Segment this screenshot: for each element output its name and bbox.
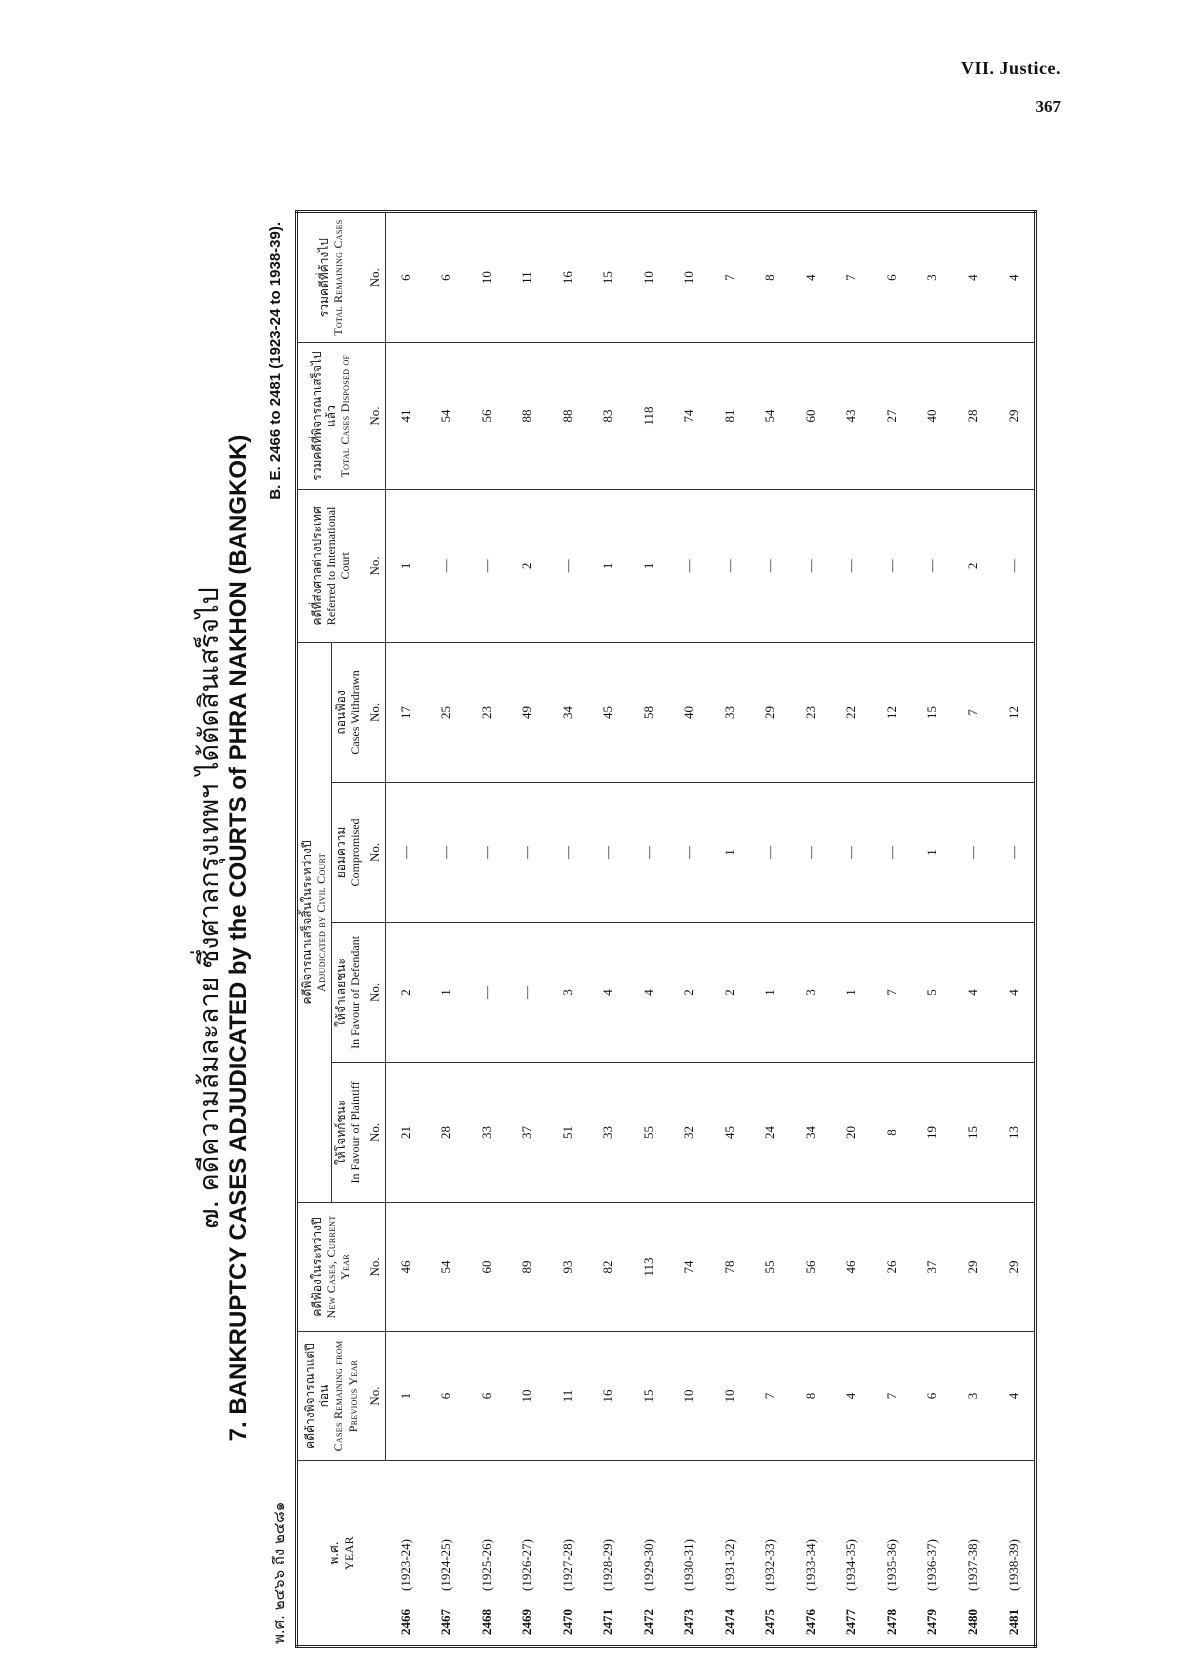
year-be: 2470 [559,1609,575,1635]
year-be: 2468 [478,1609,494,1635]
cell-new: 60 [467,1202,508,1331]
cell-defendant: 2 [710,922,751,1062]
cell-plaintiff: 51 [548,1062,589,1202]
page-number: 367 [1035,97,1061,116]
cell-withdrawn: 25 [426,642,467,782]
table-row [912,212,953,1647]
cell-compromised: — [669,782,710,922]
cell-plaintiff: 34 [791,1062,832,1202]
cell-remaining: 7 [831,212,872,343]
table-row [426,212,467,1647]
cell-compromised: — [791,782,832,922]
cell-referred: 1 [385,489,426,642]
section-title: VII. Justice. [961,58,1061,78]
year-be: 2476 [802,1609,818,1635]
cell-plaintiff: 33 [588,1062,629,1202]
cell-defendant: 4 [953,922,994,1062]
year-ce: (1926-27) [519,1539,535,1591]
year-ce: (1931-32) [721,1539,737,1591]
cell-prev: 8 [791,1332,832,1461]
cell-referred: 2 [953,489,994,642]
table-row [548,212,589,1647]
cell-new: 29 [953,1202,994,1331]
cell-remaining: 10 [467,212,508,343]
cell-prev: 10 [507,1332,548,1461]
year-ce: (1936-37) [924,1539,940,1591]
year-be: 2479 [924,1609,940,1635]
cell-prev: 1 [385,1332,426,1461]
cell-withdrawn: 58 [629,642,670,782]
cell-disposed: 29 [993,343,1035,490]
cell-remaining: 3 [912,212,953,343]
table-row [507,212,548,1647]
year-be: 2480 [964,1609,980,1635]
cell-new: 55 [750,1202,791,1331]
cell-plaintiff: 32 [669,1062,710,1202]
cell-disposed: 83 [588,343,629,490]
cell-defendant: 7 [872,922,913,1062]
cell-disposed: 74 [669,343,710,490]
cell-disposed: 118 [629,343,670,490]
cell-referred: — [912,489,953,642]
cell-remaining: 6 [385,212,426,343]
cell-plaintiff: 45 [710,1062,751,1202]
cell-plaintiff: 19 [912,1062,953,1202]
cell-compromised: — [385,782,426,922]
cell-remaining: 4 [791,212,832,343]
table-row [953,212,994,1647]
cell-defendant: 1 [831,922,872,1062]
no-label: No. [365,1332,386,1461]
cell-prev: 4 [993,1332,1035,1461]
year-ce: (1930-31) [681,1539,697,1591]
year-ce: (1933-34) [802,1539,818,1591]
year-cell [912,1461,953,1647]
cell-compromised: — [993,782,1035,922]
cell-new: 93 [548,1202,589,1331]
year-be: 2474 [721,1609,737,1635]
year-ce: (1924-25) [438,1539,454,1591]
rotated-table-page [185,200,1045,1658]
cell-defendant: 3 [791,922,832,1062]
cell-remaining: 16 [548,212,589,343]
cell-prev: 10 [710,1332,751,1461]
cell-withdrawn: 22 [831,642,872,782]
cell-remaining: 4 [953,212,994,343]
table-body [385,212,1035,1647]
table-title-english: 7. BANKRUPTCY CASES ADJUDICATED by the COURTS of PHRA NAKHON (BANGKOK) [225,434,252,1442]
cell-defendant: — [467,922,508,1062]
cell-referred: — [993,489,1035,642]
cell-prev: 11 [548,1332,589,1461]
cell-defendant: 2 [385,922,426,1062]
table-row [385,212,426,1647]
cell-referred: 1 [588,489,629,642]
year-be: 2472 [640,1609,656,1635]
cell-plaintiff: 21 [385,1062,426,1202]
cell-defendant: 4 [629,922,670,1062]
cell-remaining: 10 [629,212,670,343]
cell-prev: 3 [953,1332,994,1461]
year-cell [588,1461,629,1647]
table-title-thai: ๗. คดีความล้มละลาย ซึ่งศาลกรุงเทพฯ ได้ตัดสินเสร็จไป [194,587,225,1229]
year-be: 2471 [600,1609,616,1635]
no-label: No. [365,489,386,642]
cell-defendant: 5 [912,922,953,1062]
cell-remaining: 8 [750,212,791,343]
cell-defendant: 2 [669,922,710,1062]
year-ce: (1927-28) [559,1539,575,1591]
cell-withdrawn: 23 [791,642,832,782]
cell-withdrawn: 17 [385,642,426,782]
header-plaintiff: ให้โจทก์ชนะ In Favour of Plaintiff [331,1062,364,1202]
cell-defendant: 1 [750,922,791,1062]
header-remaining-previous: คดีค้างพิจารณาแต่ปีก่อน Cases Remaining from Previous Year [297,1332,365,1461]
cell-plaintiff: 33 [467,1062,508,1202]
cell-referred: — [710,489,751,642]
cell-prev: 7 [750,1332,791,1461]
year-cell [993,1461,1035,1647]
cell-remaining: 6 [426,212,467,343]
year-be: 2477 [843,1609,859,1635]
cell-referred: — [831,489,872,642]
period-thai: พ.ศ. ๒๔๖๖ ถึง ๒๔๘๑ [270,1501,288,1644]
table-row [467,212,508,1647]
cell-prev: 6 [912,1332,953,1461]
cell-defendant: 4 [588,922,629,1062]
cell-new: 56 [791,1202,832,1331]
cell-compromised: — [629,782,670,922]
year-cell [750,1461,791,1647]
cell-new: 74 [669,1202,710,1331]
cell-withdrawn: 33 [710,642,751,782]
year-be: 2466 [397,1609,413,1635]
table-row [791,212,832,1647]
year-ce: (1929-30) [640,1539,656,1591]
cell-defendant: 4 [993,922,1035,1062]
cell-referred: — [872,489,913,642]
cell-prev: 7 [872,1332,913,1461]
cell-withdrawn: 40 [669,642,710,782]
cell-disposed: 54 [750,343,791,490]
cell-referred: 1 [629,489,670,642]
year-cell [710,1461,751,1647]
cell-disposed: 88 [548,343,589,490]
table-row [710,212,751,1647]
cell-compromised: — [507,782,548,922]
cell-defendant: 3 [548,922,589,1062]
cell-withdrawn: 7 [953,642,994,782]
cell-new: 78 [710,1202,751,1331]
year-ce: (1935-36) [883,1539,899,1591]
year-cell [426,1461,467,1647]
cell-disposed: 40 [912,343,953,490]
cell-new: 54 [426,1202,467,1331]
year-ce: (1932-33) [762,1539,778,1591]
year-be: 2467 [438,1609,454,1635]
no-label: No. [365,1202,386,1331]
cell-new: 46 [385,1202,426,1331]
no-label: No. [365,922,386,1062]
cell-disposed: 41 [385,343,426,490]
cell-plaintiff: 28 [426,1062,467,1202]
cell-plaintiff: 8 [872,1062,913,1202]
year-ce: (1923-24) [397,1539,413,1591]
cell-compromised: — [588,782,629,922]
year-cell [467,1461,508,1647]
header-year: พ.ศ. YEAR [297,1461,386,1647]
cell-prev: 16 [588,1332,629,1461]
header-adjudicated-group: คดีพิจารณาเสร็จสิ้นในระหว่างปี Adjudicated by Civil Court [297,642,332,1202]
header-compromised: ยอมความ Compromised [331,782,364,922]
cell-remaining: 10 [669,212,710,343]
year-cell [872,1461,913,1647]
cell-plaintiff: 37 [507,1062,548,1202]
year-ce: (1937-38) [964,1539,980,1591]
cell-remaining: 4 [993,212,1035,343]
cell-withdrawn: 49 [507,642,548,782]
cell-compromised: — [750,782,791,922]
cell-compromised: — [872,782,913,922]
year-cell [791,1461,832,1647]
cell-disposed: 81 [710,343,751,490]
cell-new: 26 [872,1202,913,1331]
cell-new: 82 [588,1202,629,1331]
cell-new: 113 [629,1202,670,1331]
cell-defendant: — [507,922,548,1062]
header-referred: คดีที่ส่งศาลต่างประเทศ Referred to International Court [297,489,365,642]
header-withdrawn: ถอนฟ้อง Cases Withdrawn [331,642,364,782]
cell-withdrawn: 15 [912,642,953,782]
cell-disposed: 54 [426,343,467,490]
cell-compromised: — [426,782,467,922]
no-label: No. [365,1062,386,1202]
year-cell [669,1461,710,1647]
cell-new: 37 [912,1202,953,1331]
year-be: 2481 [1005,1609,1021,1635]
year-cell [385,1461,426,1647]
bankruptcy-table [295,210,1037,1648]
cell-plaintiff: 13 [993,1062,1035,1202]
cell-withdrawn: 45 [588,642,629,782]
cell-prev: 10 [669,1332,710,1461]
period-english: B. E. 2466 to 2481 (1923-24 to 1938-39). [267,222,284,500]
cell-remaining: 6 [872,212,913,343]
year-ce: (1925-26) [478,1539,494,1591]
cell-compromised: 1 [710,782,751,922]
year-cell [548,1461,589,1647]
cell-withdrawn: 12 [993,642,1035,782]
cell-remaining: 7 [710,212,751,343]
table-row [588,212,629,1647]
header-disposed: รวมคดีที่พิจารณาเสร็จไปแล้ว Total Cases Disposed of [297,343,365,490]
cell-prev: 6 [467,1332,508,1461]
cell-referred: 2 [507,489,548,642]
cell-plaintiff: 55 [629,1062,670,1202]
cell-referred: — [669,489,710,642]
cell-compromised: — [467,782,508,922]
cell-defendant: 1 [426,922,467,1062]
cell-disposed: 60 [791,343,832,490]
cell-remaining: 15 [588,212,629,343]
table-row [872,212,913,1647]
cell-compromised: — [831,782,872,922]
cell-new: 89 [507,1202,548,1331]
header-total-remaining: รวมคดีที่ค้างไป Total Remaining Cases [297,212,365,343]
cell-disposed: 56 [467,343,508,490]
cell-withdrawn: 23 [467,642,508,782]
cell-compromised: 1 [912,782,953,922]
cell-disposed: 27 [872,343,913,490]
cell-withdrawn: 34 [548,642,589,782]
cell-prev: 15 [629,1332,670,1461]
year-be: 2478 [883,1609,899,1635]
cell-withdrawn: 29 [750,642,791,782]
cell-plaintiff: 15 [953,1062,994,1202]
year-be: 2473 [681,1609,697,1635]
cell-prev: 6 [426,1332,467,1461]
cell-referred: — [791,489,832,642]
cell-compromised: — [953,782,994,922]
no-label: No. [365,782,386,922]
year-be: 2469 [519,1609,535,1635]
header-defendant: ให้จำเลยชนะ In Favour of Defendant [331,922,364,1062]
year-ce: (1928-29) [600,1539,616,1591]
year-ce: (1938-39) [1005,1539,1021,1591]
year-be: 2475 [762,1609,778,1635]
table-row [993,212,1035,1647]
cell-referred: — [548,489,589,642]
year-cell [831,1461,872,1647]
year-ce: (1934-35) [843,1539,859,1591]
table-row [750,212,791,1647]
table-row [669,212,710,1647]
header-new-cases: คดีฟ้องในระหว่างปี New Cases, Current Year [297,1202,365,1331]
cell-new: 29 [993,1202,1035,1331]
running-header [961,58,1061,117]
cell-disposed: 43 [831,343,872,490]
cell-referred: — [426,489,467,642]
table-row [831,212,872,1647]
year-cell [953,1461,994,1647]
cell-remaining: 11 [507,212,548,343]
cell-disposed: 88 [507,343,548,490]
no-label: No. [365,212,386,343]
no-label: No. [365,343,386,490]
table-row [629,212,670,1647]
cell-prev: 4 [831,1332,872,1461]
year-cell [507,1461,548,1647]
cell-plaintiff: 20 [831,1062,872,1202]
cell-referred: — [467,489,508,642]
no-label: No. [365,642,386,782]
cell-plaintiff: 24 [750,1062,791,1202]
cell-new: 46 [831,1202,872,1331]
cell-withdrawn: 12 [872,642,913,782]
cell-referred: — [750,489,791,642]
cell-disposed: 28 [953,343,994,490]
cell-compromised: — [548,782,589,922]
year-cell [629,1461,670,1647]
